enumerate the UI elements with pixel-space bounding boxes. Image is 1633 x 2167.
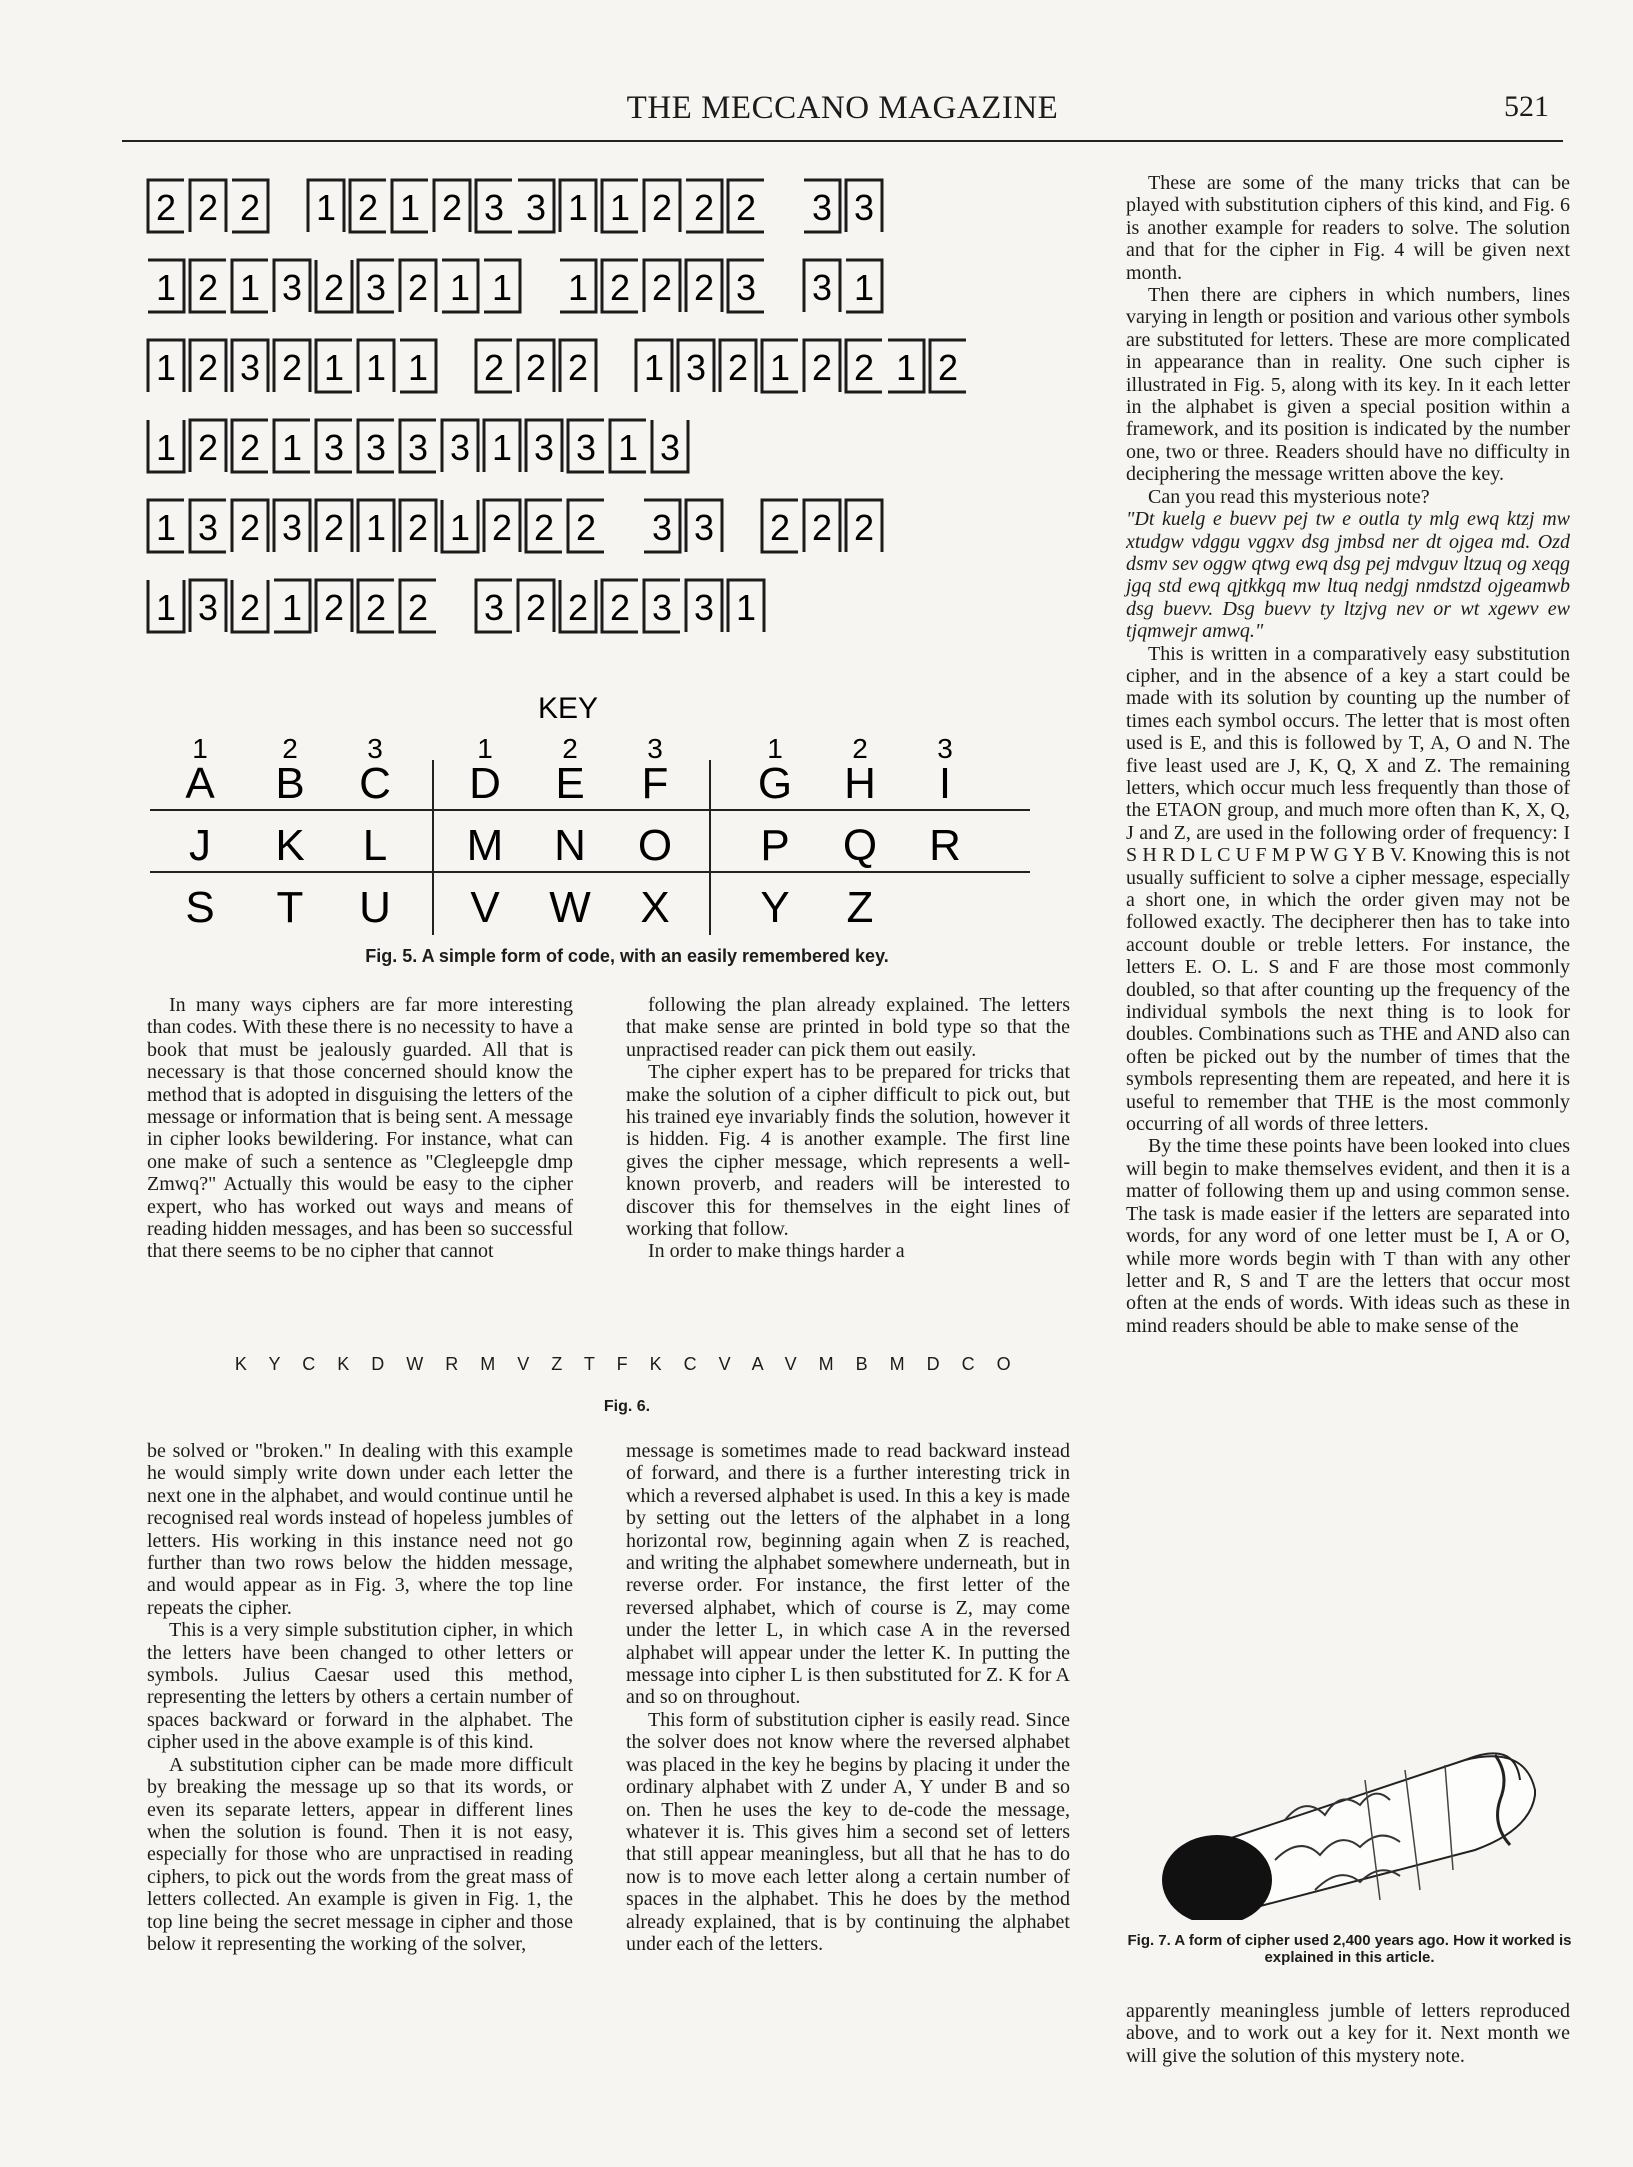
cipher-digit: 2 xyxy=(525,587,547,628)
cipher-digit: 2 xyxy=(407,267,429,308)
cipher-symbol xyxy=(308,180,344,232)
cipher-symbol xyxy=(274,420,310,472)
fig7-caption: Fig. 7. A form of cipher used 2,400 years ago. How it worked is explained in this article. xyxy=(1127,1932,1572,1966)
cipher-digit: 2 xyxy=(197,347,219,388)
cipher-digit: 1 xyxy=(365,347,387,388)
cipher-symbol xyxy=(518,180,554,232)
key-number: 2 xyxy=(852,733,868,764)
cipher-digit: 3 xyxy=(533,427,555,468)
cipher-digit: 1 xyxy=(491,267,513,308)
cipher-digit: 2 xyxy=(323,267,345,308)
cipher-digit: 1 xyxy=(155,427,177,468)
fig5-key xyxy=(150,690,1030,950)
cipher-symbol xyxy=(358,340,394,392)
cipher-digit: 2 xyxy=(197,187,219,228)
cipher-digit: 2 xyxy=(609,587,631,628)
column1-top xyxy=(147,994,573,1263)
paragraph: In many ways ciphers are far more interesting than codes. With these there is no necessity to have a book that must be jealously guarded. All that is necessary is that those concerned should know the method that is adopted in disguising the letters of the message or information that is being sent. A message in cipher looks bewildering. For instance, what can one make of such a sentence as "Clegleepgle dmp Zmwq?" Actually this would be easy to the cipher expert, who has worked out ways and means of reading hidden messages, and has been so successful that there seems to be no cipher that cannot xyxy=(147,994,573,1263)
cipher-symbol xyxy=(610,420,646,472)
cipher-symbol xyxy=(442,500,478,552)
cipher-symbol xyxy=(190,580,226,632)
paragraph: be solved or "broken." In dealing with this example he would simply write down under each letter the next one in the alphabet, and would continue until he recognised real words instead of hopeless jumbles of letters. His working in this instance need not go further than two rows below the hidden message, and would appear as in Fig. 3, where the top line repeats the cipher. xyxy=(147,1440,573,1619)
cipher-symbol xyxy=(644,260,680,312)
paragraph: Then there are ciphers in which numbers, lines varying in length or position and various other symbols are substituted for letters. These are more complicated in appearance than in reality. One such cipher is illustrated in Fig. 5, along with its key. In it each letter in the alphabet is given a special position within a framework, and its position is indicated by the number one, two or three. Readers should have no difficulty in deciphering the message written above the key. xyxy=(1126,284,1570,486)
cipher-digit: 2 xyxy=(239,507,261,548)
cipher-digit: 3 xyxy=(281,267,303,308)
cipher-digit: 2 xyxy=(357,187,379,228)
cipher-digit: 3 xyxy=(693,507,715,548)
cipher-digit: 2 xyxy=(727,347,749,388)
cipher-symbol xyxy=(804,340,840,392)
cipher-symbol xyxy=(636,340,672,392)
cipher-digit: 1 xyxy=(895,347,917,388)
cipher-symbol xyxy=(518,340,554,392)
cipher-symbol xyxy=(434,180,470,232)
cipher-symbol xyxy=(568,500,604,552)
cipher-symbol xyxy=(476,580,512,632)
cipher-digit: 3 xyxy=(197,587,219,628)
cipher-symbol xyxy=(888,340,924,392)
fig6-caption: Fig. 6. xyxy=(603,1398,651,1415)
cipher-symbol xyxy=(190,260,226,312)
cipher-symbol xyxy=(232,500,268,552)
cipher-digit: 2 xyxy=(937,347,959,388)
cipher-digit: 3 xyxy=(811,267,833,308)
cipher-digit: 1 xyxy=(769,347,791,388)
fig5-cipher-message xyxy=(140,170,1070,670)
cipher-digit: 3 xyxy=(365,427,387,468)
cipher-symbol xyxy=(728,580,764,632)
cipher-digit: 3 xyxy=(525,187,547,228)
cipher-symbol xyxy=(526,500,562,552)
key-letter: B xyxy=(275,759,305,808)
cipher-digit: 3 xyxy=(281,507,303,548)
cipher-symbol xyxy=(602,180,638,232)
cipher-symbol xyxy=(560,580,596,632)
cipher-digit: 3 xyxy=(853,187,875,228)
cipher-symbol xyxy=(316,340,352,392)
cipher-digit: 2 xyxy=(567,347,589,388)
cipher-symbol xyxy=(190,420,226,472)
cipher-symbol xyxy=(274,500,310,552)
cipher-digit: 1 xyxy=(407,347,429,388)
cipher-symbol xyxy=(148,340,184,392)
cipher-symbol xyxy=(232,420,268,472)
cipher-digit: 1 xyxy=(567,187,589,228)
cipher-digit: 1 xyxy=(449,507,471,548)
key-letter: D xyxy=(469,759,501,808)
cipher-symbol xyxy=(846,260,882,312)
cipher-digit: 2 xyxy=(693,187,715,228)
fig5-caption: Fig. 5. A simple form of code, with an easily remembered key. xyxy=(365,946,889,966)
cipher-symbol xyxy=(930,340,966,392)
cipher-symbol xyxy=(358,260,394,312)
cipher-symbol xyxy=(350,180,386,232)
scroll-drawing xyxy=(1135,1700,1575,1920)
cipher-symbol xyxy=(560,260,596,312)
cipher-digit: 2 xyxy=(491,507,513,548)
cipher-symbol xyxy=(644,180,680,232)
cipher-symbol xyxy=(274,340,310,392)
key-letter: A xyxy=(185,759,215,808)
cipher-symbol xyxy=(148,180,184,232)
cipher-digit: 2 xyxy=(609,267,631,308)
paragraph: message is sometimes made to read backward instead of forward, and there is a further interesting trick in which a reversed alphabet is used. In this a key is made by setting out the letters of the alphabet in a long horizontal row, beginning again when Z is reached, and writing the alphabet somewhere underneath, but in reverse order. For instance, the first letter of the reversed alphabet, which of course is Z, may come under the letter L, in which case A in the reversed alphabet will appear under the letter K. In putting the message into cipher L is then substituted for Z. K for A and so on throughout. xyxy=(626,1440,1070,1709)
cipher-symbol xyxy=(148,260,184,312)
key-letter: M xyxy=(466,821,504,870)
key-number: 2 xyxy=(282,733,298,764)
key-letter: G xyxy=(757,759,793,808)
cipher-digit: 3 xyxy=(483,187,505,228)
cipher-digit: 1 xyxy=(609,187,631,228)
cipher-symbol xyxy=(720,340,756,392)
key-letter: I xyxy=(938,759,952,808)
cipher-digit: 1 xyxy=(155,507,177,548)
cipher-symbol xyxy=(686,500,722,552)
cipher-symbol xyxy=(190,340,226,392)
cipher-digit: 1 xyxy=(399,187,421,228)
cipher-digit: 1 xyxy=(735,587,757,628)
cipher-symbol xyxy=(232,340,268,392)
cipher-symbol xyxy=(316,420,352,472)
cipher-symbol xyxy=(358,500,394,552)
cipher-digit: 2 xyxy=(651,187,673,228)
cipher-digit: 3 xyxy=(651,587,673,628)
cipher-symbol xyxy=(442,260,478,312)
paragraph: This is written in a comparatively easy substitution cipher, and in the absence of a key a start could be made with its solution by counting up the number of times each symbol occurs. The letter that is most often used is E, and this is followed by T, A, O and N. The five least used are J, K, Q, X and Z. The remaining letters, which occur much less frequently than those of the ETAON group, and much more often than K, X, Q, J and Z, are used in the following order of frequency: I S H R D L C U F M P W G Y B V. Knowing this is not usually sufficient to solve a cipher message, especially a short one, in which the order given may not be followed exactly. The decipherer then has to take into account double or treble letters. For instance, the letters E. O. L. S and F are those most commonly doubled, so that after counting up the frequency of the individual symbols the next thing is to look for doubles. Combinations such as THE and AND also can often be picked out by the number of times that the symbols representing them are repeated, and here it is useful to remember that THE is the most commonly occurring of all words of three letters. xyxy=(1126,642,1570,1136)
cipher-digit: 3 xyxy=(407,427,429,468)
cipher-digit: 1 xyxy=(617,427,639,468)
cipher-digit: 2 xyxy=(533,507,555,548)
cipher-symbol xyxy=(358,580,394,632)
cipher-symbol xyxy=(274,580,310,632)
cipher-digit: 2 xyxy=(441,187,463,228)
cipher-digit: 2 xyxy=(651,267,673,308)
mystery-note: "Dt kuelg e buevv pej tw e outla ty mlg ewq ktzj mw xtudgw vdggu vggxv dsg jmbsd ner dt ojgea md. Ozd dsmv sev oggw qtwg ewq dsg pej mdvguv ltzuq og xeqg jgq std ewq qjtkkgq mw ltuq nedgj nmdstzd ojgeamwb dsg buevv. Dsg buevv ty ltzjvg nev or wt xgewv ew tjqmwejr amwq." xyxy=(1126,508,1570,643)
cipher-digit: 1 xyxy=(155,267,177,308)
key-number: 3 xyxy=(647,733,663,764)
cipher-symbol xyxy=(644,500,680,552)
cipher-symbol xyxy=(232,580,268,632)
cipher-digit: 2 xyxy=(155,187,177,228)
cipher-digit: 2 xyxy=(407,507,429,548)
key-letter: T xyxy=(276,883,304,932)
cipher-symbol xyxy=(804,180,840,232)
page-header xyxy=(122,90,1563,142)
key-number: 1 xyxy=(477,733,493,764)
cipher-symbol xyxy=(400,260,436,312)
cipher-symbol xyxy=(484,420,520,472)
cipher-digit: 2 xyxy=(567,587,589,628)
cipher-digit: 3 xyxy=(197,507,219,548)
cipher-symbol xyxy=(316,260,352,312)
cipher-digit: 2 xyxy=(197,267,219,308)
cipher-digit: 2 xyxy=(323,507,345,548)
cipher-digit: 2 xyxy=(735,187,757,228)
key-letter: K xyxy=(275,821,305,870)
cipher-digit: 2 xyxy=(575,507,597,548)
paragraph: Can you read this mysterious note? xyxy=(1148,485,1430,508)
column2-top xyxy=(626,994,1070,1263)
cipher-symbol xyxy=(686,260,722,312)
cipher-digit: 3 xyxy=(575,427,597,468)
cipher-digit: 2 xyxy=(281,347,303,388)
paragraph: A substitution cipher can be made more difficult by breaking the message up so that its words, or even its separate letters, appear in different lines when the solution is found. Then it is not easy, especially for those who are unpractised in reading ciphers, to pick out the words from the great mass of letters collected. An example is given in Fig. 1, the top line being the secret message in cipher and those below it representing the working of the solver, xyxy=(147,1753,573,1955)
column2-bottom xyxy=(626,1440,1070,1955)
key-letter: R xyxy=(929,821,961,870)
cipher-symbol xyxy=(392,180,428,232)
paragraph: apparently meaningless jumble of letters reproduced above, and to work out a key for it. Next month we will give the solution of this mystery note. xyxy=(1126,2000,1570,2067)
cipher-digit: 2 xyxy=(853,507,875,548)
cipher-symbol xyxy=(728,180,764,232)
cipher-symbol xyxy=(148,420,184,472)
cipher-digit: 2 xyxy=(811,507,833,548)
cipher-symbol xyxy=(148,500,184,552)
key-letter: U xyxy=(359,883,391,932)
cipher-symbol xyxy=(804,500,840,552)
cipher-digit: 3 xyxy=(735,267,757,308)
key-letter: J xyxy=(189,821,211,870)
cipher-symbol xyxy=(518,580,554,632)
cipher-symbol xyxy=(560,180,596,232)
cipher-digit: 2 xyxy=(483,347,505,388)
paragraph: following the plan already explained. The letters that make sense are printed in bold type so that the unpractised reader can pick them out easily. xyxy=(626,994,1070,1061)
key-letter: V xyxy=(470,883,500,932)
key-letter: Y xyxy=(760,883,790,932)
key-letters xyxy=(185,759,961,932)
cipher-digit: 1 xyxy=(449,267,471,308)
cipher-symbol xyxy=(232,180,268,232)
cipher-symbol xyxy=(762,340,798,392)
key-grid xyxy=(150,690,1030,950)
cipher-symbol xyxy=(190,180,226,232)
cipher-symbol xyxy=(476,340,512,392)
cipher-digit: 2 xyxy=(693,267,715,308)
cipher-symbol xyxy=(400,580,436,632)
cipher-symbol xyxy=(232,260,268,312)
cipher-symbol xyxy=(602,260,638,312)
cipher-symbol xyxy=(686,580,722,632)
cipher-symbol xyxy=(358,420,394,472)
cipher-symbol xyxy=(316,580,352,632)
key-letter: O xyxy=(637,821,673,870)
cipher-symbol xyxy=(400,500,436,552)
paragraph: This is a very simple substitution cipher, in which the letters have been changed to other letters or symbols. Julius Caesar used this method, representing the letters by others a certain number of spaces backward or forward in the alphabet. The cipher used in the above example is of this kind. xyxy=(147,1619,573,1754)
cipher-digit: 1 xyxy=(281,587,303,628)
cipher-digit: 1 xyxy=(315,187,337,228)
fig6-cipher: K Y C K D W R M V Z T F K C V A V M B M D C O xyxy=(234,1354,1020,1374)
cipher-digit: 2 xyxy=(197,427,219,468)
key-letter: F xyxy=(641,759,669,808)
cipher-digit: 2 xyxy=(239,427,261,468)
cipher-digit: 2 xyxy=(811,347,833,388)
cipher-symbol xyxy=(846,180,882,232)
cipher-symbol xyxy=(560,340,596,392)
key-number: 3 xyxy=(367,733,383,764)
key-letter: W xyxy=(549,883,591,932)
cipher-digit: 3 xyxy=(239,347,261,388)
key-letter: Q xyxy=(842,821,878,870)
cipher-symbol xyxy=(846,340,882,392)
cipher-digit: 2 xyxy=(365,587,387,628)
cipher-symbol xyxy=(484,500,520,552)
cipher-symbol xyxy=(526,420,562,472)
cipher-digit: 1 xyxy=(323,347,345,388)
key-letter: E xyxy=(555,759,585,808)
key-letter: X xyxy=(640,883,670,932)
cipher-digit: 3 xyxy=(659,427,681,468)
key-letter: Z xyxy=(846,883,874,932)
cipher-digit: 3 xyxy=(365,267,387,308)
cipher-symbol xyxy=(678,340,714,392)
paragraph: These are some of the many tricks that can be played with substitution ciphers of this kind, and Fig. 6 is another example for readers to solve. The solution and that for the cipher in Fig. 4 will be given next month. xyxy=(1126,172,1570,284)
fig7-scroll-illustration xyxy=(1135,1700,1575,1920)
cipher-symbol xyxy=(274,260,310,312)
cipher-symbol xyxy=(728,260,764,312)
magazine-title: THE MECCANO MAGAZINE xyxy=(626,90,1059,126)
cipher-digit: 2 xyxy=(769,507,791,548)
key-title: KEY xyxy=(537,692,599,725)
column1-bottom xyxy=(147,1440,573,1955)
cipher-digit: 1 xyxy=(155,587,177,628)
cipher-symbol xyxy=(602,580,638,632)
cipher-symbol xyxy=(400,420,436,472)
cipher-symbol xyxy=(442,420,478,472)
cipher-symbol xyxy=(644,580,680,632)
cipher-digit: 1 xyxy=(239,267,261,308)
key-letter: H xyxy=(844,759,876,808)
cipher-symbols xyxy=(140,170,1070,670)
key-letter: S xyxy=(185,883,215,932)
paragraph: In order to make things harder a xyxy=(648,1240,905,1263)
key-number: 3 xyxy=(937,733,953,764)
cipher-digit: 2 xyxy=(239,187,261,228)
cipher-digit: 2 xyxy=(407,587,429,628)
cipher-digit: 2 xyxy=(239,587,261,628)
paragraph: The cipher expert has to be prepared for tricks that make the solution of a cipher difficult to pick out, but his trained eye invariably finds the solution, however it is hidden. Fig. 4 is another example. The first line gives the cipher message, which represents a well-known proverb, and readers will be interested to discover this for themselves in the eight lines of working that follow. xyxy=(626,1061,1070,1241)
cipher-digit: 1 xyxy=(491,427,513,468)
cipher-symbol xyxy=(762,500,798,552)
cipher-digit: 1 xyxy=(567,267,589,308)
cipher-digit: 3 xyxy=(449,427,471,468)
cipher-digit: 1 xyxy=(853,267,875,308)
key-number: 1 xyxy=(192,733,208,764)
cipher-digit: 2 xyxy=(323,587,345,628)
page-number: 521 xyxy=(1504,90,1549,123)
cipher-symbol xyxy=(316,500,352,552)
cipher-symbol xyxy=(846,500,882,552)
key-letter: L xyxy=(362,821,388,870)
cipher-digit: 3 xyxy=(651,507,673,548)
key-letter: P xyxy=(760,821,790,870)
cipher-digit: 3 xyxy=(483,587,505,628)
key-number: 2 xyxy=(562,733,578,764)
cipher-symbol xyxy=(686,180,722,232)
key-letter: C xyxy=(359,759,391,808)
cipher-digit: 3 xyxy=(685,347,707,388)
cipher-digit: 1 xyxy=(281,427,303,468)
cipher-symbol xyxy=(400,340,436,392)
cipher-symbol xyxy=(652,420,688,472)
cipher-digit: 3 xyxy=(323,427,345,468)
cipher-symbol xyxy=(484,260,520,312)
cipher-digit: 2 xyxy=(525,347,547,388)
cipher-digit: 3 xyxy=(693,587,715,628)
cipher-symbol xyxy=(148,580,184,632)
cipher-digit: 1 xyxy=(155,347,177,388)
cipher-digit: 2 xyxy=(853,347,875,388)
cipher-digit: 3 xyxy=(811,187,833,228)
cipher-symbol xyxy=(804,260,840,312)
cipher-symbol xyxy=(476,180,512,232)
cipher-symbol xyxy=(190,500,226,552)
paragraph: By the time these points have been looked into clues will begin to make themselves evident, and then it is a matter of following them up and using common sense. The task is made easier if the letters are separated into words, for any word of one letter must be I, A or O, while more words begin with T than with any other letter and R, S and T are the letters that occur most often at the ends of words. With ideas such as these in mind readers should be able to make sense of the xyxy=(1126,1135,1570,1337)
cipher-digit: 1 xyxy=(643,347,665,388)
key-letter: N xyxy=(554,821,586,870)
cipher-digit: 1 xyxy=(365,507,387,548)
key-number: 1 xyxy=(767,733,783,764)
cipher-symbol xyxy=(568,420,604,472)
paragraph: This form of substitution cipher is easily read. Since the solver does not know where the reversed alphabet was placed in the key he begins by placing it under the ordinary alphabet with Z under A, Y under B and so on. Then he uses the key to de-code the message, whatever it is. This gives him a second set of letters that still appear meaningless, but all that he has to do now is to move each letter along a certain number of spaces in the alphabet. This he does by the method already explained, that is by continuing the alphabet under each of the letters. xyxy=(626,1708,1070,1955)
